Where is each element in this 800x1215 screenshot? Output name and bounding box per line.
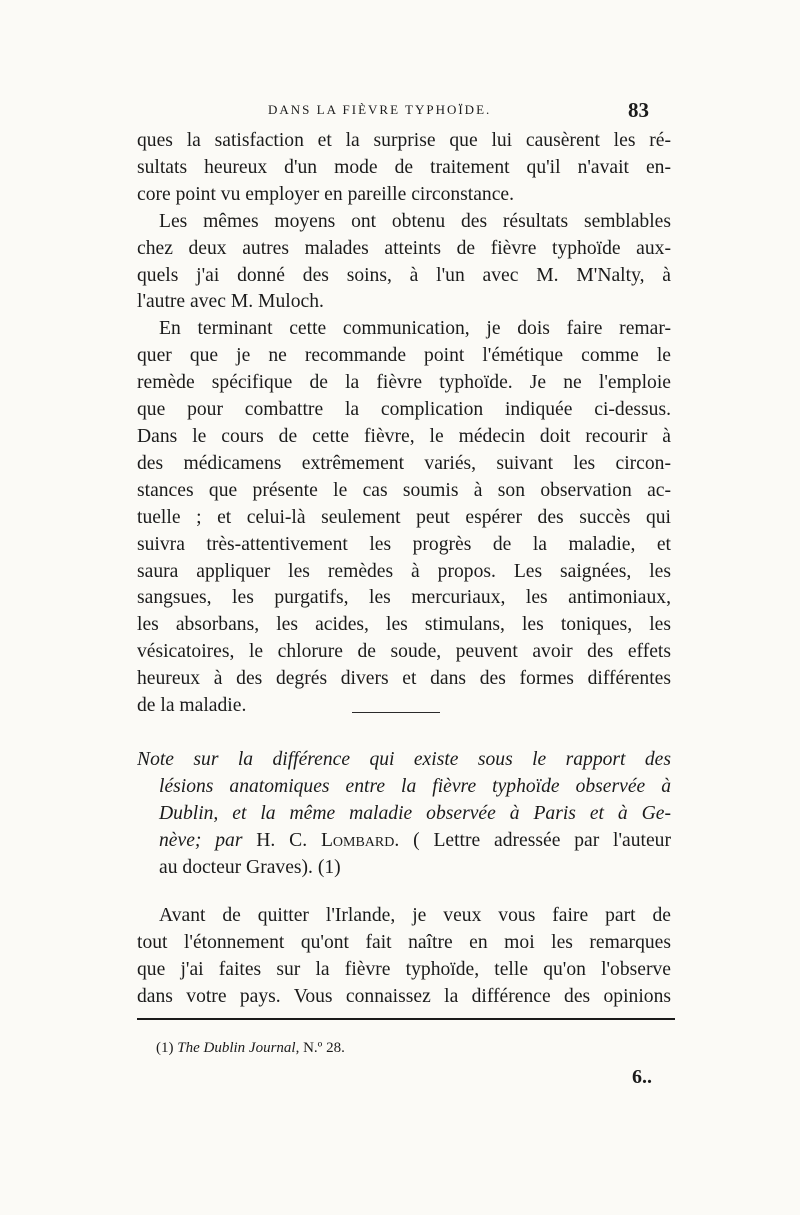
text-line: stances que présente le cas soumis à son observation ac- [137, 479, 671, 501]
text-line: Les mêmes moyens ont obtenu des résultats semblables [159, 210, 671, 232]
text-line: vésicatoires, le chlorure de soude, peuvent avoir des effets [137, 641, 671, 663]
text-line: l'autre avec M. Muloch. [137, 291, 324, 313]
text-line: chez deux autres malades atteints de fièvre typhoïde aux- [137, 237, 671, 259]
note-title-line: lésions anatomiques entre la fièvre typhoïde observée à [159, 775, 671, 797]
main-text [137, 128, 671, 720]
note-letter-fragment: ( Lettre adressée par l'auteur [413, 829, 671, 851]
page-number: 83 [628, 98, 649, 122]
text-line: sultats heureux d'un mode de traitement qu'il n'avait en- [137, 156, 671, 178]
footnote-journal: The Dublin Journal [177, 1040, 296, 1056]
text-line: tuelle ; et celui-là seulement peut espérer des succès qui [137, 506, 671, 528]
text-line: tout l'étonnement qu'ont fait naître en moi les remarques [137, 931, 671, 953]
text-line: quer que je ne recommande point l'émétique comme le [137, 345, 671, 367]
text-line: que pour combattre la complication indiquée ci-dessus. [137, 399, 671, 421]
text-line: En terminant cette communication, je dois faire remar- [159, 318, 671, 340]
text-line: des médicamens extrêmement variés, suivant les circon- [137, 452, 671, 474]
text-line: suivra très-attentivement les progrès de la maladie, et [137, 533, 671, 555]
text-line: Avant de quitter l'Irlande, je veux vous faire part de [159, 905, 671, 926]
footnote-marker: (1) [156, 1040, 174, 1056]
text-line: que j'ai faites sur la fièvre typhoïde, telle qu'on l'observe [137, 958, 671, 980]
footnote [156, 1040, 345, 1057]
text-line: quels j'ai donné des soins, à l'un avec M. M'Nalty, à [137, 264, 671, 286]
note-author: H. C. Lombard. [256, 829, 400, 851]
note-title-line: au docteur Graves). (1) [159, 856, 341, 878]
closing-text [137, 903, 671, 1011]
text-line: dans votre pays. Vous connaissez la différence des opinions [137, 985, 671, 1007]
text-line: heureux à des degrés divers et dans des formes différentes [137, 668, 671, 690]
section-divider [352, 712, 440, 713]
signature-mark: 6.. [632, 1066, 652, 1088]
footnote-issue: , N.º 28. [295, 1040, 345, 1056]
note-heading [137, 747, 671, 882]
note-title-line: Dublin, et la même maladie observée à Paris et à Ge- [159, 802, 671, 824]
note-title-line [137, 828, 671, 855]
text-line: remède spécifique de la fièvre typhoïde. Je ne l'emploie [137, 372, 671, 394]
text-line: de la maladie. [137, 695, 247, 717]
text-line: saura appliquer les remèdes à propos. Les saignées, les [137, 560, 671, 582]
note-italic-fragment: nève; par [159, 829, 243, 851]
text-line: sangsues, les purgatifs, les mercuriaux, les antimoniaux, [137, 587, 671, 609]
text-line: Dans le cours de cette fièvre, le médecin doit recourir à [137, 425, 671, 447]
text-line: core point vu employer en pareille circonstance. [137, 183, 515, 205]
text-line: ques la satisfaction et la surprise que lui causèrent les ré- [137, 130, 671, 151]
running-head [0, 98, 800, 128]
text-line: les absorbans, les acides, les stimulans, les toniques, les [137, 614, 671, 636]
note-title-line: Note sur la différence qui existe sous le rapport des [137, 749, 671, 770]
running-title: DANS LA FIÈVRE TYPHOÏDE. [268, 102, 492, 117]
footnote-divider [137, 1018, 675, 1020]
